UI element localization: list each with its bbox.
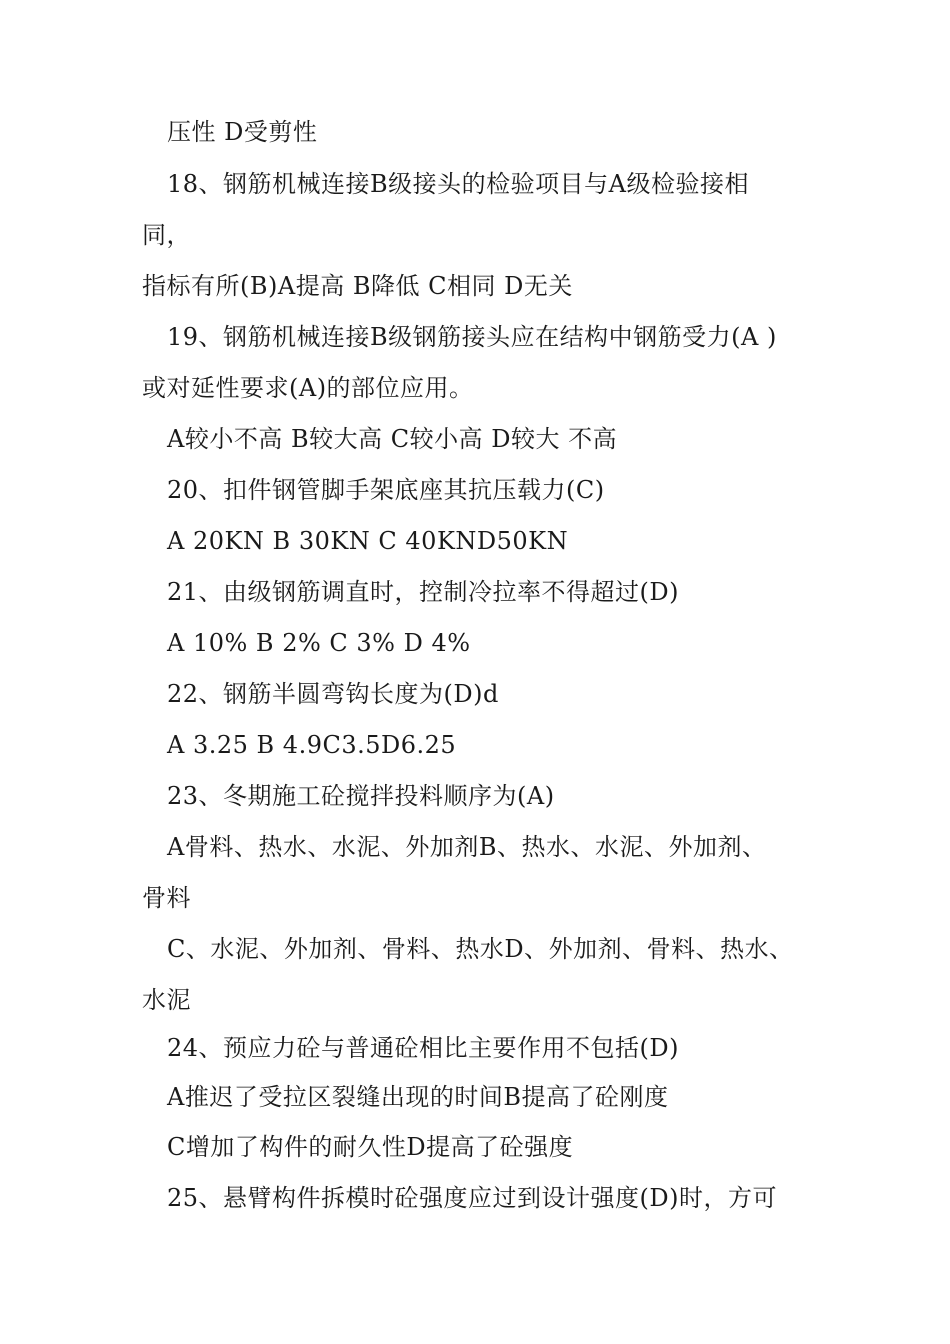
text-line-06: 或对延性要求(A)的部位应用。 xyxy=(142,374,474,402)
text-line-05: 19、钢筋机械连接B级钢筋接头应在结构中钢筋受力(A ) xyxy=(167,323,777,351)
text-line-02: 18、钢筋机械连接B级接头的检验项目与A级检验接相 xyxy=(167,170,750,198)
text-line-14: 23、冬期施工砼搅拌投料顺序为(A) xyxy=(167,782,555,810)
text-line-21: C增加了构件的耐久性D提高了砼强度 xyxy=(167,1133,574,1161)
text-line-22: 25、悬臂构件拆模时砼强度应过到设计强度(D)时，方可 xyxy=(167,1184,778,1212)
text-line-18: 水泥 xyxy=(142,986,191,1014)
text-line-20: A推迟了受拉区裂缝出现的时间B提高了砼刚度 xyxy=(167,1083,669,1111)
text-line-01: 压性 D受剪性 xyxy=(167,118,318,146)
text-line-08: 20、扣件钢管脚手架底座其抗压载力(C) xyxy=(167,476,605,504)
text-line-07: A较小不高 B较大高 C较小高 D较大 不高 xyxy=(167,425,618,453)
text-line-10: 21、由级钢筋调直时，控制冷拉率不得超过(D) xyxy=(167,578,680,606)
text-line-17: C、水泥、外加剂、骨料、热水D、外加剂、骨料、热水、 xyxy=(167,935,794,963)
text-line-12: 22、钢筋半圆弯钩长度为(D)d xyxy=(167,680,499,708)
text-line-09: A 20KN B 30KN C 40KND50KN xyxy=(167,527,569,555)
text-line-19: 24、预应力砼与普通砼相比主要作用不包括(D) xyxy=(167,1034,680,1062)
text-line-11: A 10% B 2% C 3% D 4% xyxy=(167,629,471,657)
text-line-04: 指标有所(B)A提高 B降低 C相同 D无关 xyxy=(142,272,573,300)
text-line-03: 同， xyxy=(142,221,191,249)
text-line-16: 骨料 xyxy=(142,884,191,912)
text-line-13: A 3.25 B 4.9C3.5D6.25 xyxy=(167,731,457,759)
text-line-15: A骨料、热水、水泥、外加剂B、热水、水泥、外加剂、 xyxy=(167,833,767,861)
